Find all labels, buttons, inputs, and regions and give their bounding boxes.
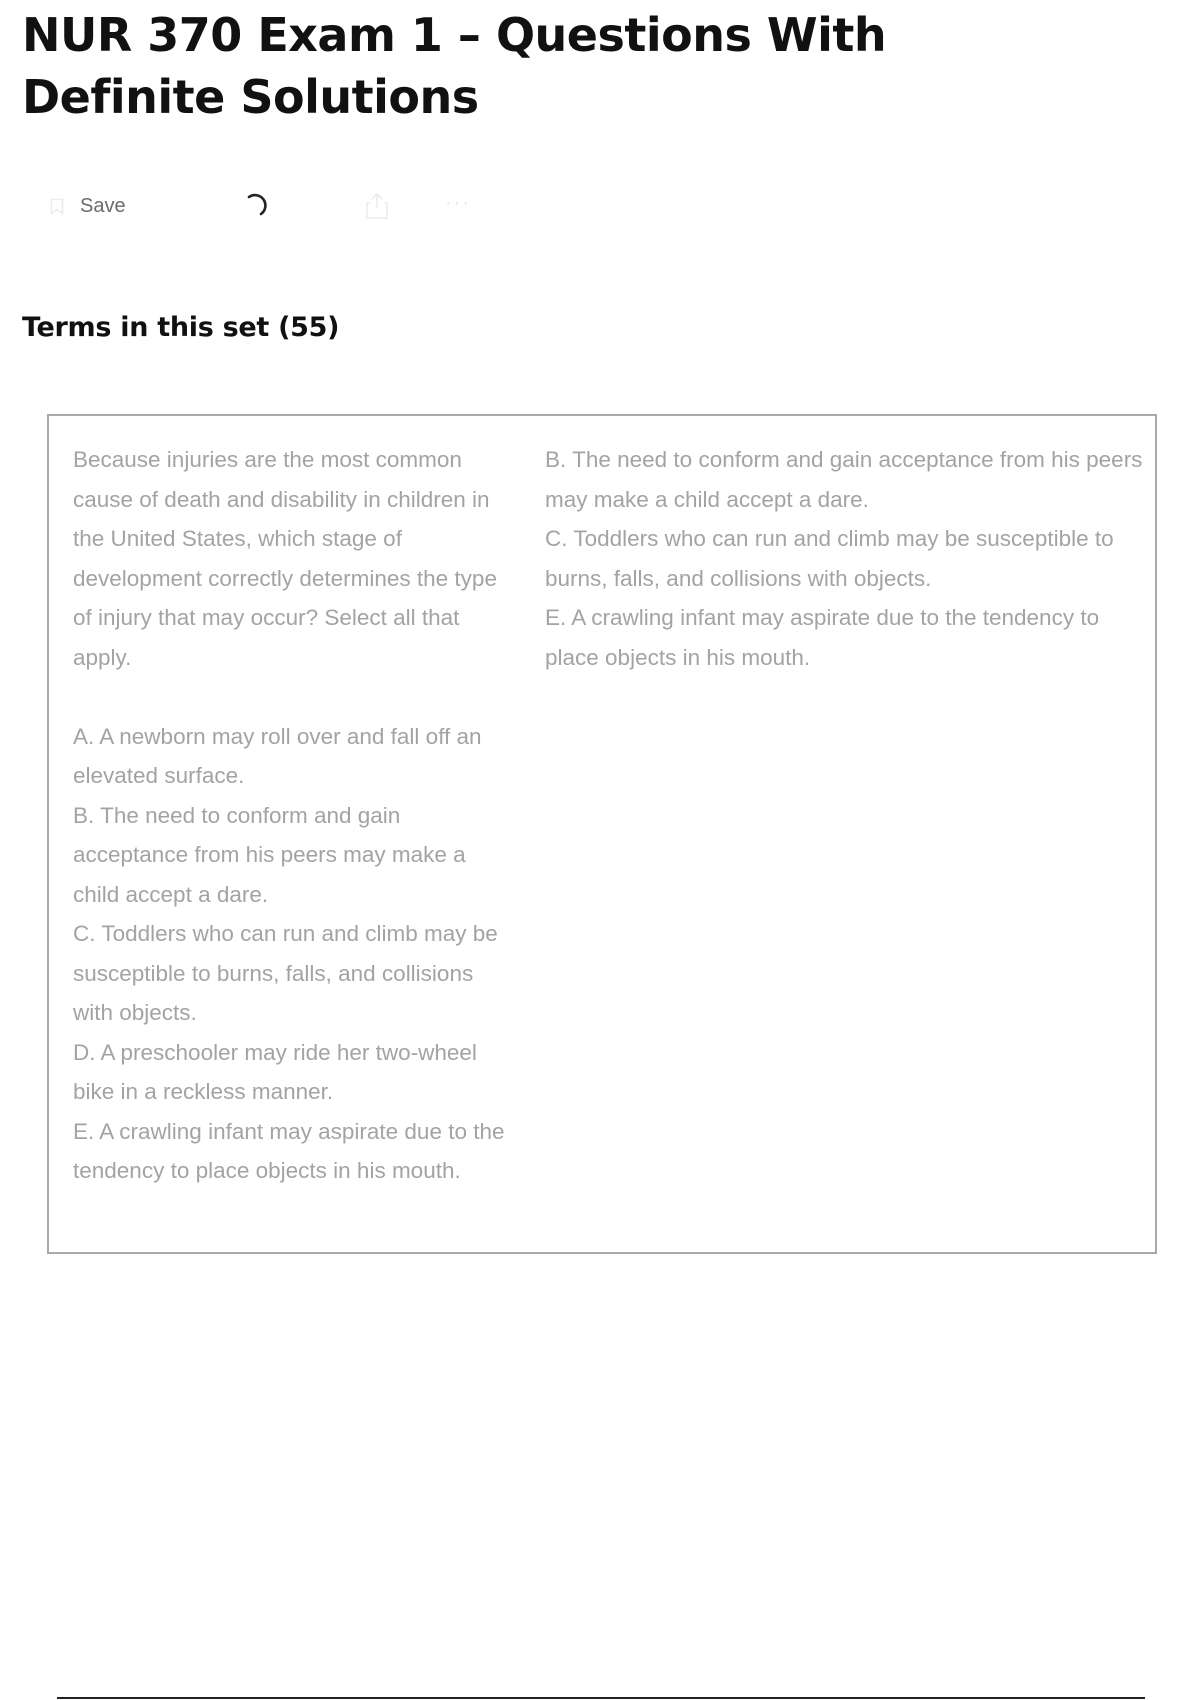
save-button[interactable]: [50, 188, 126, 224]
save-label: Save: [80, 194, 126, 217]
term-spacer: [73, 677, 513, 717]
term-answer: E. A crawling infant may aspirate due to the tendency to place objects in his mouth.: [545, 605, 1100, 670]
set-toolbar: [50, 188, 510, 224]
term-option: B. The need to conform and gain acceptance from his peers may make a child accept a dare.: [73, 802, 466, 907]
share-icon[interactable]: [364, 191, 390, 221]
page-title: NUR 370 Exam 1 – Questions With Definite Solutions: [22, 8, 887, 124]
more-options-icon[interactable]: ···: [445, 192, 471, 214]
term-front: [73, 440, 513, 1191]
term-option: E. A crawling infant may aspirate due to the tendency to place objects in his mouth.: [73, 1118, 505, 1183]
terms-heading: Terms in this set (55): [22, 312, 340, 343]
term-question: Because injuries are the most common cause of death and disability in children in the United States, which stage of development correctly determines the type of injury that may occur? Select all that apply.: [73, 447, 497, 670]
term-answer: C. Toddlers who can run and climb may be susceptible to burns, falls, and collisions with objects.: [545, 526, 1114, 591]
term-answer: B. The need to conform and gain acceptance from his peers may make a child accept a dare.: [545, 447, 1143, 512]
footer-divider: [57, 1697, 1145, 1699]
loading-spinner-icon[interactable]: [242, 190, 272, 220]
term-definition: [545, 440, 1145, 677]
term-option: C. Toddlers who can run and climb may be susceptible to burns, falls, and collisions with objects.: [73, 921, 498, 1025]
term-card: [47, 414, 1157, 1254]
term-option: D. A preschooler may ride her two-wheel bike in a reckless manner.: [73, 1039, 477, 1104]
bookmark-icon: [50, 198, 64, 215]
term-option: A. A newborn may roll over and fall off an elevated surface.: [73, 723, 482, 788]
